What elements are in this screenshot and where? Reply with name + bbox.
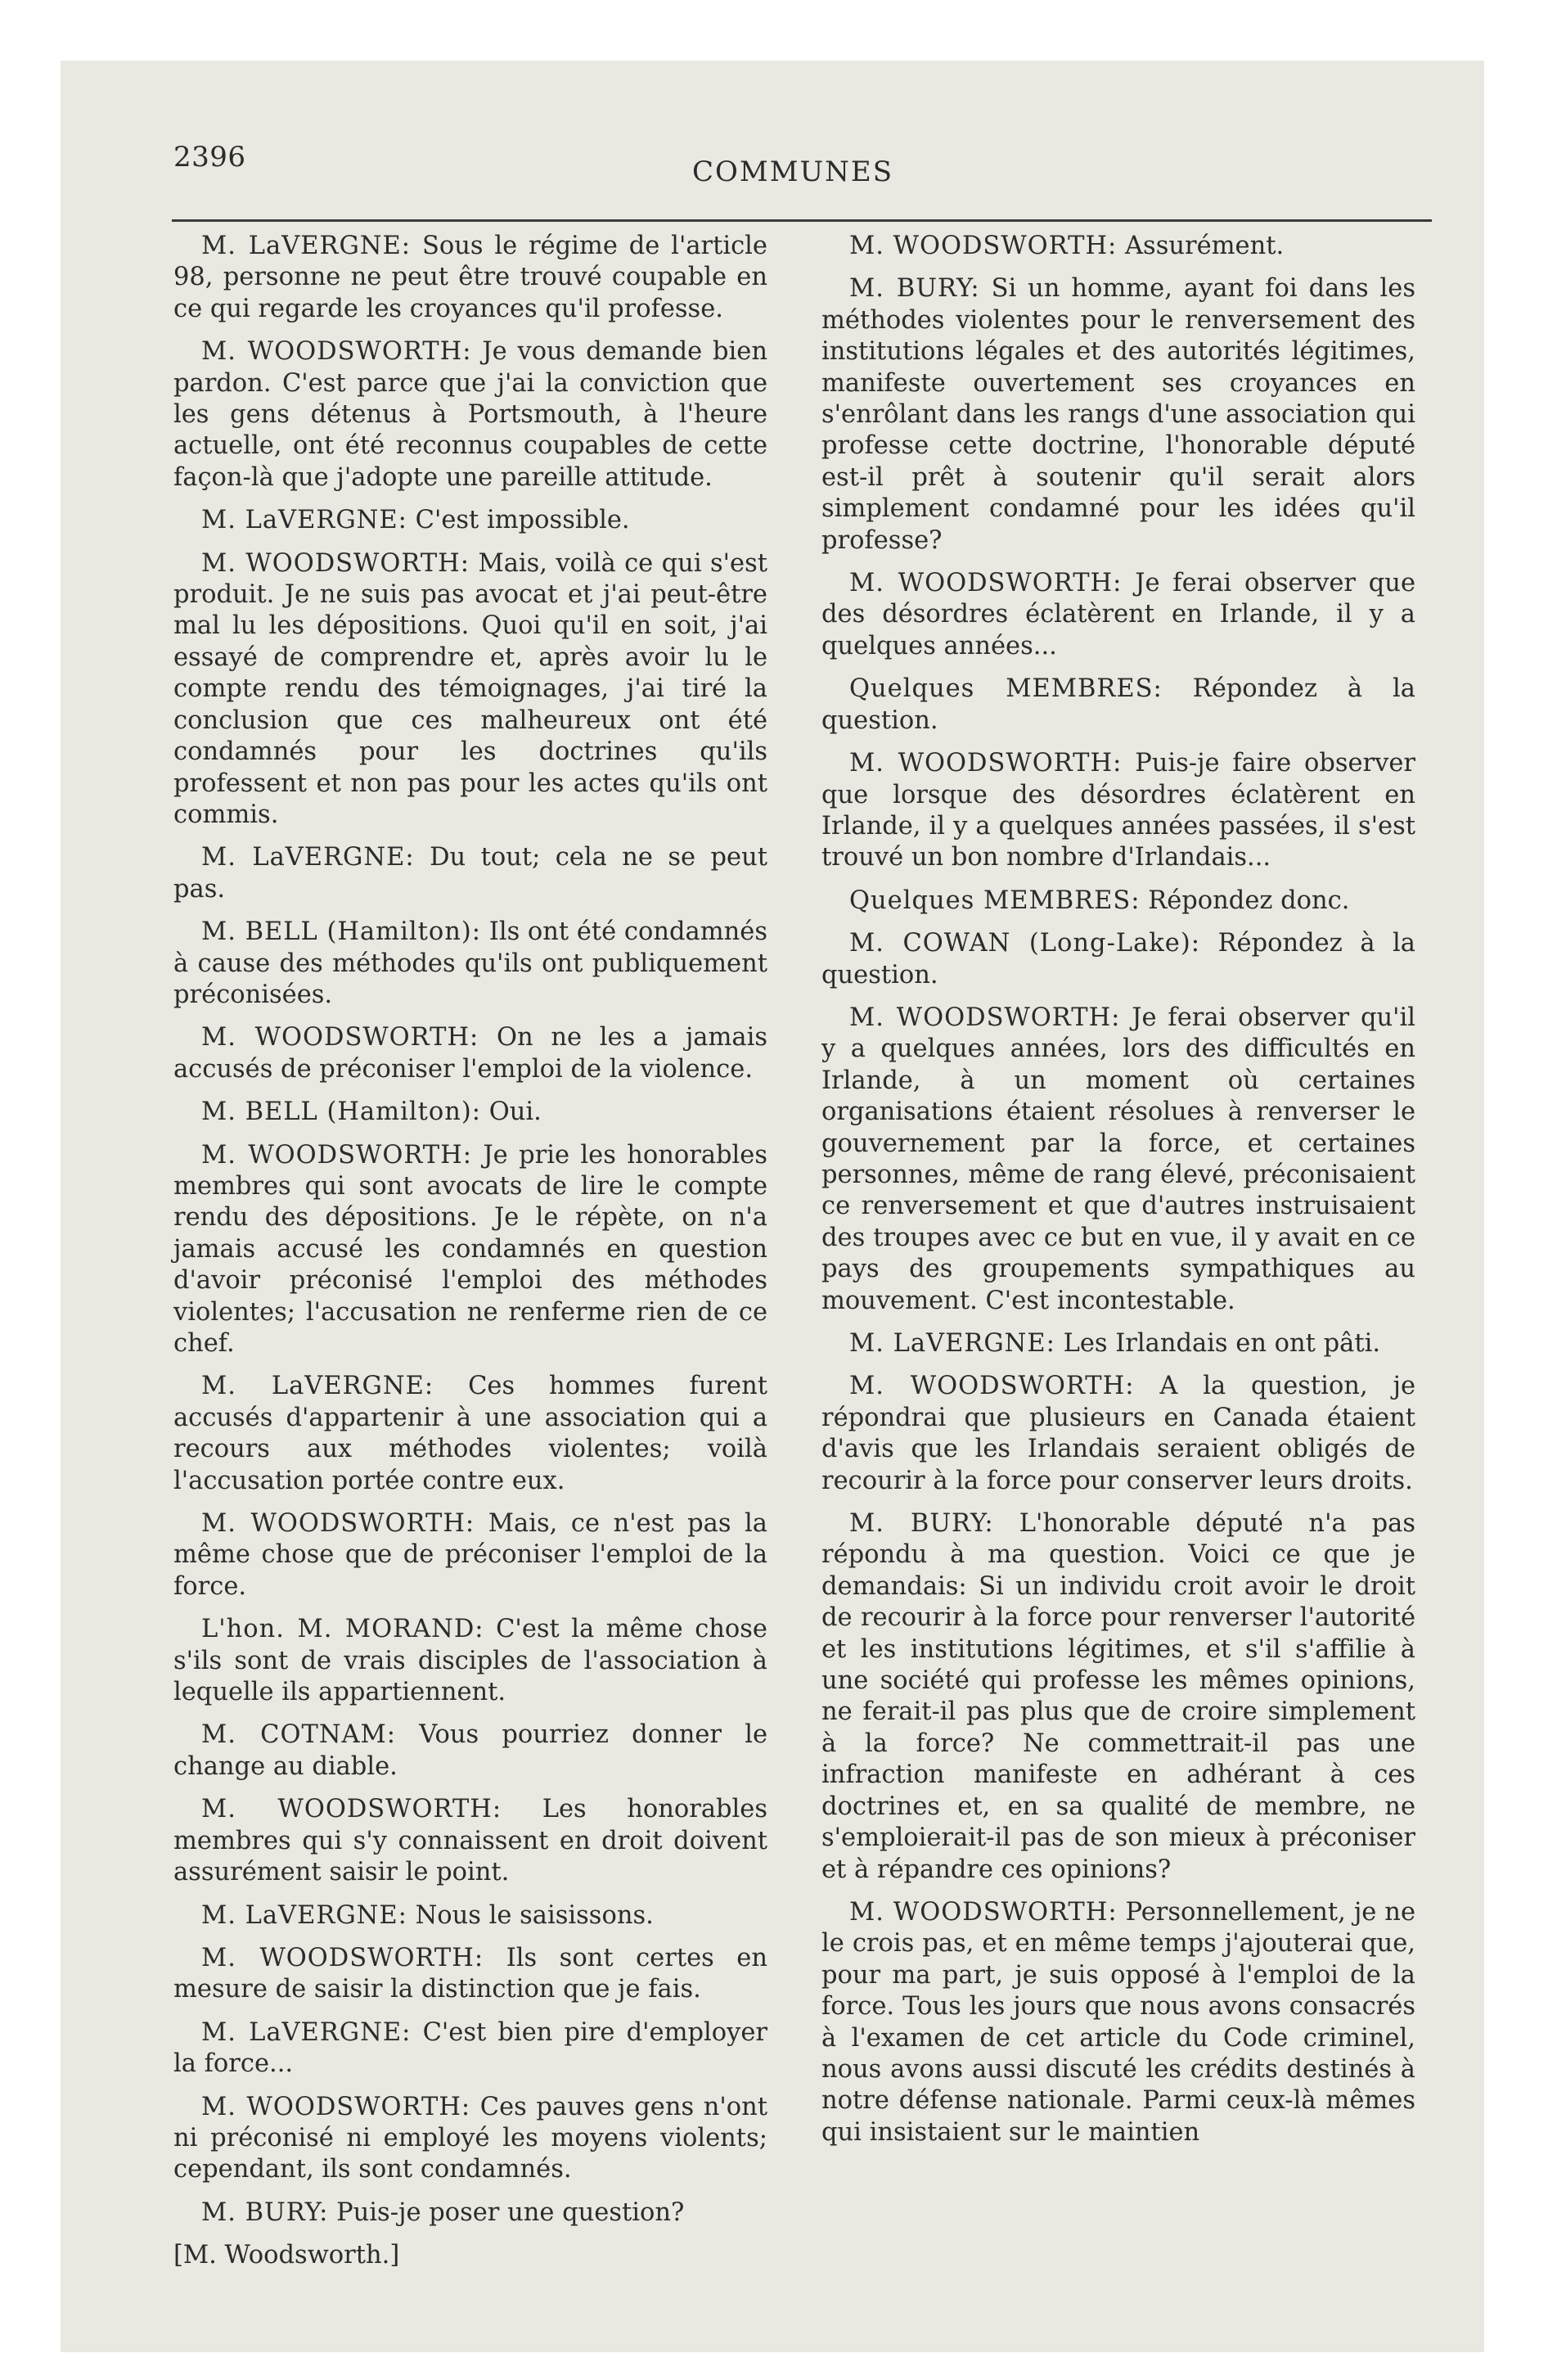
speech-paragraph	[173, 336, 767, 494]
speech-text: Répondez à la question.	[821, 674, 1415, 735]
speech-text: Mais, voilà ce qui s'est produit. Je ne suis pas avocat et j'ai peut-être mal lu les dépositions. Quoi qu'il en soit, j'ai essayé de comprendre et, après avoir lu le compte rendu des témoignages, j'ai tiré la conclusion que ces malheureux ont été condamnés pour les doctrines qu'ils professent et non pas pour les actes qu'ils ont commis.	[173, 548, 767, 829]
speaker-name: M. LaVERGNE:	[201, 232, 412, 260]
speech-text: Sous le régime de l'article 98, personne ne peut être trouvé coupable en ce qui regarde les croyances qu'il professe.	[173, 232, 767, 323]
speech-paragraph	[173, 1140, 767, 1360]
speech-text: Puis-je faire observer que lorsque des désordres éclatèrent en Irlande, il y a quelques années passées, il s'est trouvé un bon nombre d'Irlandais...	[821, 749, 1415, 872]
speech-paragraph	[173, 1022, 767, 1085]
speech-paragraph	[821, 1003, 1415, 1317]
speaker-name: M. WOODSWORTH:	[201, 1795, 502, 1824]
speech-text: Je vous demande bien pardon. C'est parce que j'ai la conviction que les gens détenus à Portsmouth, à l'heure actuelle, ont été reconnus coupables de cette façon-là que j'adopte une pareille attitude.	[173, 337, 768, 492]
speaker-name: M. BELL (Hamilton):	[201, 1098, 482, 1127]
speaker-name: M. WOODSWORTH:	[849, 1003, 1121, 1032]
speaker-name: M. LaVERGNE:	[201, 2017, 412, 2047]
speech-text: Nous le saisissons.	[415, 1900, 654, 1930]
speaker-name: M. WOODSWORTH:	[849, 1897, 1118, 1927]
speaker-name: M. BURY:	[201, 2197, 329, 2227]
speaker-name: Quelques MEMBRES:	[849, 674, 1163, 704]
speech-text: Je ferai observer que des désordres éclatèrent en Irlande, il y a quelques années...	[821, 569, 1415, 660]
left-column	[173, 231, 767, 2272]
speaker-name: M. LaVERGNE:	[201, 1372, 434, 1401]
speech-paragraph	[821, 674, 1415, 737]
speaker-name: M. BURY:	[849, 1509, 994, 1539]
speech-paragraph	[173, 1794, 767, 1888]
speech-text: Puis-je poser une question?	[336, 2197, 685, 2227]
speech-text: Ces pauves gens n'ont ni préconisé ni employé les moyens violents; cependant, ils sont condamnés.	[173, 2092, 767, 2184]
speech-text: Ces hommes furent accusés d'appartenir à une association qui a recours aux méthodes violentes; voilà l'accusation portée contre eux.	[173, 1372, 767, 1495]
speech-paragraph	[173, 548, 767, 832]
running-head: COMMUNES	[692, 156, 894, 188]
speaker-name: M. WOODSWORTH:	[201, 1023, 479, 1053]
speaker-name: M. WOODSWORTH:	[201, 548, 470, 578]
speech-paragraph	[173, 1943, 767, 2006]
speech-text: Oui.	[488, 1098, 542, 1127]
speech-text: C'est bien pire d'employer la force...	[173, 2017, 768, 2079]
speech-paragraph	[821, 1328, 1415, 1359]
speaker-name: M. WOODSWORTH:	[849, 1372, 1135, 1401]
speaker-name: M. WOODSWORTH:	[201, 1509, 475, 1539]
right-column	[821, 231, 1415, 2160]
speech-paragraph	[173, 231, 767, 325]
speech-text: Ils ont été condamnés à cause des méthodes qu'ils ont publiquement préconisées.	[173, 917, 767, 1009]
speech-paragraph	[173, 1614, 767, 1708]
speaker-name: M. WOODSWORTH:	[201, 1140, 473, 1170]
page-number: 2396	[173, 141, 246, 174]
speech-paragraph	[173, 1371, 767, 1497]
speaker-name: M. WOODSWORTH:	[849, 232, 1118, 260]
speech-text: Je prie les honorables membres qui sont avocats de lire le compte rendu des dépositions. Je le répète, on n'a jamais accusé les condamnés en question d'avoir préconisé l'emploi des méthodes violentes; l'accusation ne renferme rien de ce chef.	[173, 1140, 768, 1358]
speech-text: Ils sont certes en mesure de saisir la distinction que je fais.	[173, 1943, 767, 2004]
speech-paragraph	[821, 273, 1415, 557]
speech-paragraph	[821, 748, 1415, 874]
speaker-name: M. COTNAM:	[201, 1720, 397, 1750]
speech-paragraph	[173, 1900, 767, 1931]
speech-paragraph	[173, 2017, 767, 2080]
speech-text: Personnellement, je ne le crois pas, et en même temps j'ajouterai que, pour ma part, je suis opposé à l'emploi de la force. Tous les jours que nous avons consacrés à l'examen de cet article du Code criminel, nous avons aussi discuté les crédits destinés à notre défense nationale. Parmi ceux-là mêmes qui insistaient sur le maintien	[821, 1897, 1415, 2147]
speech-text: Répondez à la question.	[821, 929, 1415, 989]
speech-text: Je ferai observer qu'il y a quelques années, lors des difficultés en Irlande, à un moment où certaines organisations étaient résolues à renverser le gouvernement par la force, et certaines personnes, même de rang élevé, préconisaient ce renversement et que d'autres instruisaient des troupes avec ce but en vue, il y avait en ce pays des groupements sympathiques au mouvement. C'est incontestable.	[821, 1003, 1415, 1315]
speaker-name: M. COWAN (Long-Lake):	[849, 929, 1201, 958]
speech-text: Du tout; cela ne se peut pas.	[173, 843, 767, 904]
speaker-name: M. LaVERGNE:	[201, 506, 407, 535]
speaker-name: M. WOODSWORTH:	[201, 337, 472, 367]
speech-text: Répondez donc.	[1148, 886, 1350, 915]
speaker-name: M. LaVERGNE:	[201, 1900, 407, 1930]
speech-text: On ne les a jamais accusés de préconiser l'emploi de la violence.	[173, 1023, 767, 1084]
speech-paragraph	[173, 2197, 767, 2229]
speech-paragraph	[173, 917, 767, 1011]
speaker-name: M. WOODSWORTH:	[201, 1943, 484, 1972]
speech-text: Mais, ce n'est pas la même chose que de préconiser l'emploi de la force.	[173, 1509, 767, 1601]
speech-paragraph	[173, 1097, 767, 1128]
speech-text: Les honorables membres qui s'y connaissent en droit doivent assurément saisir le point.	[173, 1795, 767, 1887]
speech-paragraph	[173, 505, 767, 536]
speech-text: A la question, je répondrai que plusieurs en Canada étaient d'avis que les Irlandais seraient obligés de recourir à la force pour conserver leurs droits.	[821, 1372, 1416, 1495]
speaker-name: M. LaVERGNE:	[201, 843, 415, 872]
speech-text: C'est impossible.	[415, 506, 630, 535]
speech-text: Si un homme, ayant foi dans les méthodes violentes pour le renversement des institutions légales et des autorités légitimes, manifeste ouvertement ses croyances en s'enrôlant dans les rangs d'une association qui professe cette doctrine, l'honorable député est-il prêt à soutenir qu'il serait alors simplement condamné pour les idées qu'il professe?	[821, 274, 1415, 555]
speaker-name: M. WOODSWORTH:	[201, 2092, 471, 2121]
speaker-name: M. BELL (Hamilton):	[201, 917, 482, 947]
speaker-name: Quelques MEMBRES:	[849, 886, 1141, 915]
speech-paragraph	[821, 886, 1415, 917]
speech-paragraph	[173, 2092, 767, 2186]
speech-paragraph	[821, 1897, 1415, 2148]
speech-text: C'est la même chose s'ils sont de vrais disciples de l'association à lequelle ils appartiennent.	[173, 1615, 767, 1707]
speaker-name: M. LaVERGNE:	[849, 1329, 1055, 1358]
speaker-attribution-footer: [M. Woodsworth.]	[173, 2241, 400, 2270]
speech-paragraph	[821, 231, 1415, 262]
speaker-name: M. WOODSWORTH:	[849, 749, 1123, 778]
speech-text: Les Irlandais en ont pâti.	[1063, 1329, 1381, 1358]
speech-paragraph	[173, 1508, 767, 1602]
speech-paragraph	[173, 1720, 767, 1783]
speech-paragraph	[821, 928, 1415, 991]
speech-text: Assurément.	[1125, 232, 1285, 260]
speech-paragraph	[173, 842, 767, 905]
speech-paragraph	[821, 568, 1415, 662]
speaker-name: M. BURY:	[849, 274, 980, 304]
speaker-name: M. WOODSWORTH:	[849, 569, 1123, 598]
speaker-name: L'hon. M. MORAND:	[201, 1615, 484, 1644]
speech-paragraph	[821, 1371, 1415, 1497]
speech-text: L'honorable député n'a pas répondu à ma question. Voici ce que je demandais: Si un individu croit avoir le droit de recourir à la force pour renverser l'autorité et les institutions légitimes, et s'il s'affilie à une société qui professe les mêmes opinions, ne ferait-il pas plus que de croire simplement à la force? Ne commettrait-il pas une infraction manifeste en adhérant à ces doctrines et, en sa qualité de membre, ne s'emploierait-il pas de son mieux à préconiser et à répandre ces opinions?	[821, 1509, 1415, 1884]
header-rule	[172, 219, 1432, 222]
speech-text: Vous pourriez donner le change au diable.	[173, 1720, 768, 1781]
speech-paragraph	[821, 1508, 1415, 1886]
